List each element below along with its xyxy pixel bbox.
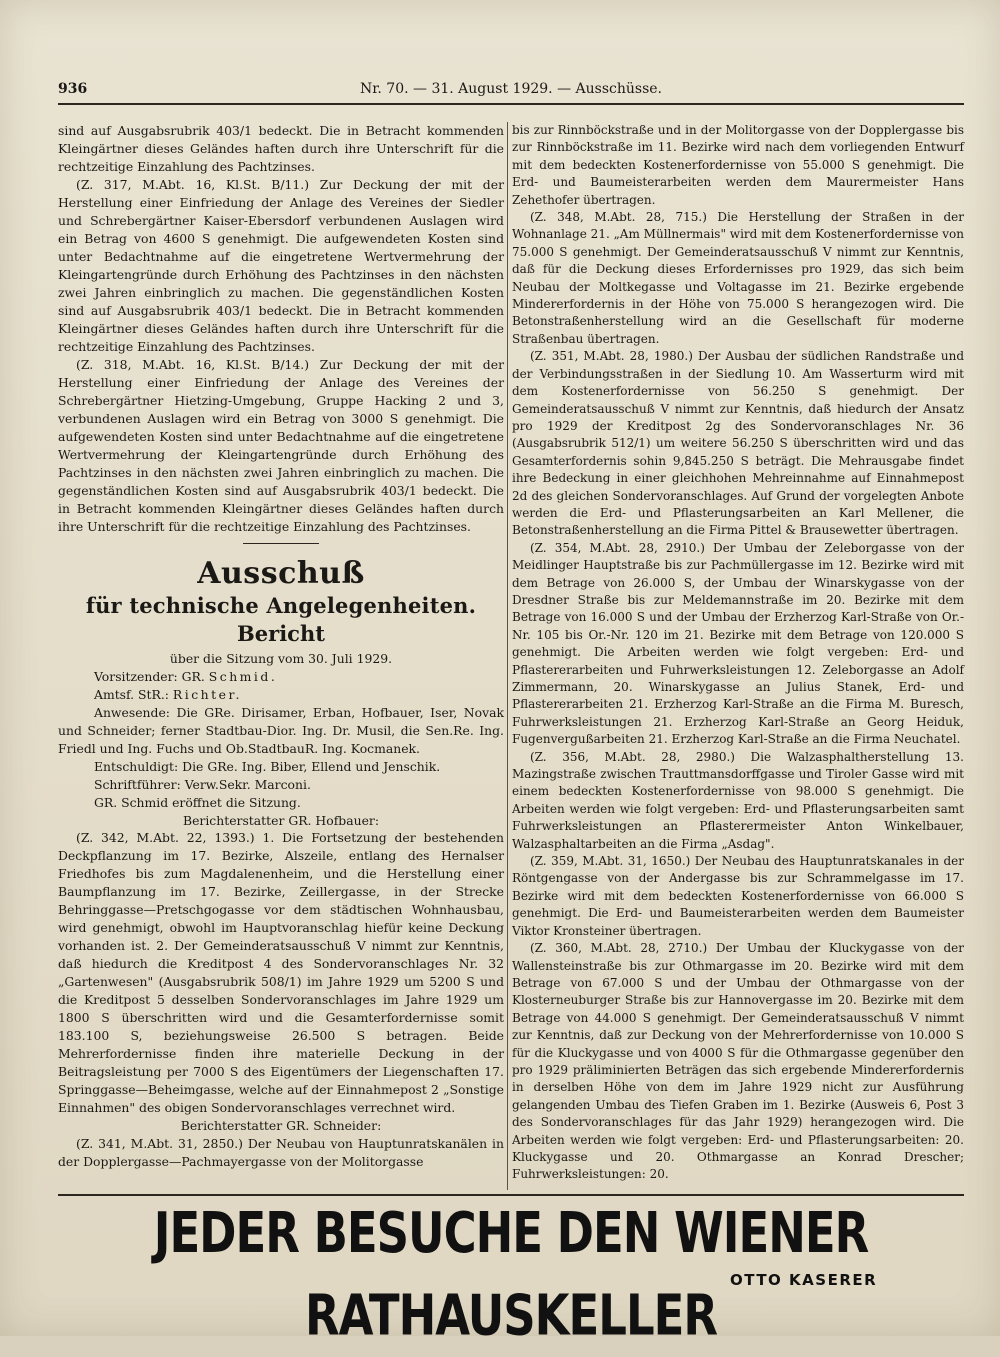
session-date: über die Sitzung vom 30. Juli 1929. bbox=[169, 650, 393, 666]
chair-label: Vorsitzender: GR. bbox=[94, 668, 205, 684]
paragraph: (Z. 318, M.Abt. 16, Kl.St. B/14.) Zur Deckung der mit der Herstellung einer Einfriedung der Anlage des Vereines der Schrebergärtner Hietzing-Umgebung, Gruppe Hacking 2 und 3, verbundenen Auslagen wird ein Betrag von 3000 S genehmigt. Die aufgewendeten Kosten sind unter Bedachtnahme auf die eingetretene Wertvermehrung der Kleingartengründe durch Erhöhung des Pachtzinses in den nächsten zwei Jahren einbringlich zu machen. Die gegenständlichen Kosten sind auf Ausgabsrubrik 403/1 bedeckt. Die in Betracht kommenden Kleingärtner dieses Geländes haften durch ihre Unterschrift für die rechtzeitige Einzahlung des Pachtzinses. bbox=[58, 356, 504, 534]
page-number: 936 bbox=[58, 81, 88, 97]
paragraph: (Z. 341, M.Abt. 31, 2850.) Der Neubau von Hauptunratskanälen in der Dopplergasse—Pachmayergasse von der Molitorgasse bbox=[58, 1136, 504, 1170]
councillor-name: Richter. bbox=[172, 686, 242, 702]
report-heading: Bericht bbox=[237, 620, 325, 646]
paragraph: (Z. 348, M.Abt. 28, 715.) Die Herstellung der Straßen in der Wohnanlage 21. „Am Müllnermais" wird mit dem Kostenerfordernisse von 75.000 S genehmigt. Der Gemeinderatsausschuß V nimmt zur Kenntnis, daß für die Deckung dieses Erfordernisses pro 1929, das sich beim Neubau der Moltkegasse und Voltagasse im 21. Bezirke ergebende Mindererfordernis in der Höhe von 75.000 S herangezogen wird. Die Betonstraßenherstellung wird an die Gesellschaft für moderne Straßenbau übertragen. bbox=[512, 210, 964, 346]
chair-line bbox=[58, 668, 504, 686]
councillor-line bbox=[58, 686, 504, 704]
paragraph: sind auf Ausgabsrubrik 403/1 bedeckt. Die in Betracht kommenden Kleingärtner dieses Geländes haften durch ihre Unterschrift für die rechtzeitige Einzahlung des Pachtzinses. bbox=[58, 123, 504, 174]
paragraph: (Z. 317, M.Abt. 16, Kl.St. B/11.) Zur Deckung der mit der Herstellung einer Einfriedung der Anlage des Vereines der Siedler und Schrebergärtner Kaiser-Ebersdorf verbundenen Auslagen wird ein Betrag von 4600 S genehmigt. Die aufgewendeten Kosten sind unter Bedachtnahme auf die eingetretene Wertvermehrung der Kleingartengründe durch Erhöhung des Pachtzinses in den nächsten zwei Jahren einbringlich zu machen. Die gegenständlichen Kosten sind auf Ausgabsrubrik 403/1 bedeckt. Die in Betracht kommenden Kleingärtner dieses Geländes haften durch ihre Unterschrift für die rechtzeitige Einzahlung des Pachtzinses. bbox=[58, 176, 504, 354]
paragraph: (Z. 351, M.Abt. 28, 1980.) Der Ausbau der südlichen Randstraße und der Verbindungsstraßen in der Siedlung 10. Am Wasserturm wird mit dem Kostenerfordernisse von 56.250 S genehmigt. Der Gemeinderatsausschuß V nimmt zur Kenntnis, daß hiedurch der Ansatz pro 1929 der Kreditpost 2g des Sondervoranschlages Nr. 36 (Ausgabsrubrik 512/1) um weitere 56.250 S überschritten wird und das Gesamterfordernis sohin 9,845.250 S beträgt. Die Mehrausgabe findet ihre Bedeckung in einer gleichhohen Mehreinnahme auf Einnahmepost 2d des gleichen Sondervoranschlages. Auf Grund der vorgelegten Anbote werden die Erd- und Pflasterungsarbeiten an Karl Mellener, die Betonstraßenherstellung an die Firma Pittel & Brausewetter übertragen. bbox=[512, 349, 964, 538]
paragraph: (Z. 359, M.Abt. 31, 1650.) Der Neubau des Hauptunratskanales in der Röntgengasse von der Andergasse bis zur Schrammelgasse im 17. Bezirke wird mit dem bedeckten Kostenerfordernisse von 66.000 S genehmigt. Die Erd- und Baumeisterarbeiten werden dem Baumeister Viktor Kronsteiner übertragen. bbox=[512, 854, 964, 938]
paragraph: bis zur Rinnböckstraße und in der Molitorgasse von der Dopplergasse bis zur Rinnböckstraße im 11. Bezirke wird nach dem vorliegenden Entwurf mit dem bedeckten Kostenerfordernisse von 55.000 S genehmigt. Die Erd- und Baumeisterarbeiten werden dem Maurermeister Hans Zehethofer übertragen. bbox=[512, 123, 964, 207]
header-rule bbox=[58, 103, 964, 105]
advert-signature: OTTO KASERER bbox=[730, 1271, 878, 1289]
paragraph: (Z. 356, M.Abt. 28, 2980.) Die Walzasphaltherstellung 13. Mazingstraße zwischen Trauttmansdorffgasse und Tiroler Gasse wird mit einem bedeckten Kostenerfordernisse von 98.000 S genehmigt. Die Arbeiten werden wie folgt vergeben: Erd- und Pflasterungsarbeiten samt Fuhrwerksleistungen an Pflasterermeister Anton Winkelbauer, Walzasphaltarbeiten an die Firma „Asdag". bbox=[512, 749, 964, 851]
advert-headline: JEDER BESUCHE DEN WIENER RATHAUSKELLER bbox=[153, 1199, 869, 1348]
reporter-heading: Berichterstatter GR. Hofbauer: bbox=[182, 812, 380, 828]
left-column bbox=[58, 122, 504, 1171]
councillor-label: Amtsf. StR.: bbox=[94, 686, 169, 702]
column-rule bbox=[507, 122, 508, 1190]
session-opened: GR. Schmid eröffnet die Sitzung. bbox=[94, 794, 301, 810]
paragraph: (Z. 360, M.Abt. 28, 2710.) Der Umbau der Kluckygasse von der Wallensteinstraße bis zur Othmargasse im 20. Bezirke wird mit dem Betrage von 67.000 S und der Umbau der Othmargasse von der Klosterneuburger Straße bis zur Hannovergasse im 20. Bezirke mit dem Betrage von 44.000 S genehmigt. Der Gemeinderatsausschuß V nimmt zur Kenntnis, daß zur Deckung von der Mehrerfordernisse von 10.000 S für die Kluckygasse und von 4000 S für die Othmargasse gegenüber den pro 1929 präliminierten Beträgen das sich ergebende Mindererfordernis in derselben Höhe von dem im Jahre 1929 nicht zur Ausführung gelangenden Umbau des Tiefen Graben im 1. Bezirke (Ausweis 6, Post 3 des Sondervoranschlages für das Jahr 1929) herangezogen wird. Die Arbeiten werden wie folgt vergeben: Erd- und Pflasterungsarbeiten: 20. Kluckygasse und 20. Othmargasse an Konrad Drescher; Fuhrwerksleistungen: 20. bbox=[512, 941, 964, 1182]
paragraph: (Z. 354, M.Abt. 28, 2910.) Der Umbau der Zeleborgasse von der Meidlinger Hauptstraße bis zur Pachmüllergasse im 12. Bezirke wird mit dem Betrage von 26.000 S, der Umbau der Winarskygasse von der Dresdner Straße bis zur Meldemannstraße im 20. Bezirke mit dem Betrage von 16.000 S und der Umbau der Erzherzog Karl-Straße von Or.-Nr. 105 bis Or.-Nr. 120 im 21. Bezirke mit dem Betrage von 120.000 S genehmigt. Die Arbeiten werden wie folgt vergeben: Erd- und Pflastererarbeiten und Fuhrwerksleistungen 12. Zeleborgasse an Adolf Zimmermann, 20. Winarskygasse an Julius Stanek, Erd- und Pflastererarbeiten 21. Erzherzog Karl-Straße an die Firma M. Buresch, Fuhrwerksleistungen 21. Erzherzog Karl-Straße an Georg Heiduk, Fugenvergußarbeiten 21. Erzherzog Karl-Straße an die Firma Neuchatel. bbox=[512, 540, 964, 747]
excused: Entschuldigt: Die GRe. Ing. Biber, Ellend und Jenschik. bbox=[94, 758, 441, 774]
secretary: Schriftführer: Verw.Sekr. Marconi. bbox=[94, 776, 311, 792]
chair-name: Schmid. bbox=[208, 668, 278, 684]
page-header bbox=[58, 78, 964, 100]
right-column bbox=[512, 122, 964, 1184]
section-divider bbox=[243, 543, 319, 544]
section-subtitle: für technische Angelegenheiten. bbox=[85, 592, 477, 618]
section-title: Ausschuß bbox=[197, 555, 365, 591]
attendees: Anwesende: Die GRe. Dirisamer, Erban, Hofbauer, Iser, Novak und Schneider; ferner Stadtbau-Dior. Ing. Dr. Musil, die Sen.Re. Ing. Friedl und Ing. Fuchs und Ob.StadtbauR. Ing. Kocmanek. bbox=[58, 704, 504, 756]
reporter-heading: Berichterstatter GR. Schneider: bbox=[180, 1118, 382, 1134]
paragraph: (Z. 342, M.Abt. 22, 1393.) 1. Die Fortsetzung der bestehenden Deckpflanzung im 17. Bezirke, Alszeile, entlang des Hernalser Friedhofes bis zum Magdalenenheim, und die Herstellung einer Baumpflanzung im 17. Bezirke, Zeillergasse, in der Strecke Behringgasse—Pretschgogasse vor dem städtischen Wohnhausbau, wird genehmigt, obwohl im Hauptvoranschlag hiefür keine Deckung vorhanden ist. 2. Der Gemeinderatsausschuß V nimmt zur Kenntnis, daß hiedurch die Kreditpost 4 des Sondervoranschlages Nr. 32 „Gartenwesen" (Ausgabsrubrik 508/1) im Jahre 1929 um 5200 S und die Kreditpost 5 desselben Sondervoranschlages im Jahre 1929 um 1800 S überschritten wird und die Gesamterfordernisse somit 183.100 S, beziehungsweise 26.500 S betragen. Beide Mehrerfordernisse finden ihre materielle Deckung in der Beitragsleistung per 7000 S des Eigentümers der Liegenschaften 17. Springgasse—Beheimgasse, welche auf der Einnahmepost 2 „Sonstige Einnahmen" des obigen Sondervoranschlages verrechnet wird. bbox=[58, 830, 504, 1116]
running-title: Nr. 70. — 31. August 1929. — Ausschüsse. bbox=[359, 81, 662, 97]
